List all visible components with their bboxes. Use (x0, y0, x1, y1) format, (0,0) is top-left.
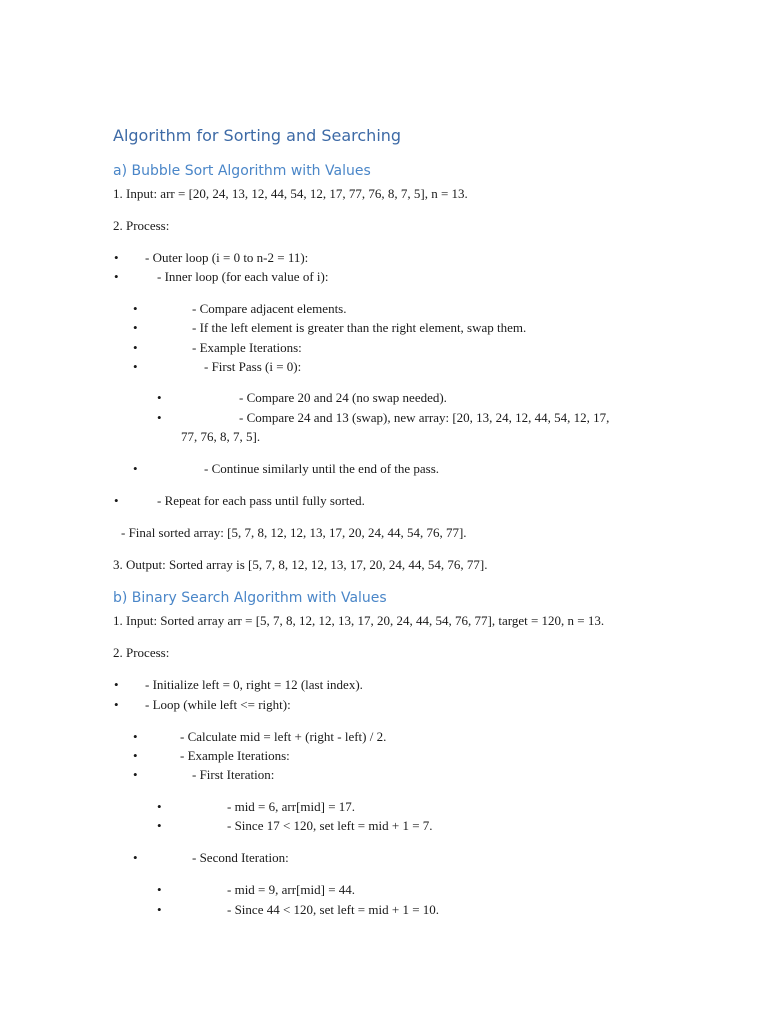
binary-first-mid: - mid = 6, arr[mid] = 17. (227, 799, 356, 814)
binary-second-since: - Since 44 < 120, set left = mid + 1 = 10. (227, 902, 440, 917)
binary-first-iteration: - First Iteration: (192, 767, 275, 782)
bullet-icon: • (157, 882, 162, 897)
bubble-continue: - Continue similarly until the end of the pass. (204, 461, 440, 476)
bullet-icon: • (133, 359, 138, 374)
bubble-first-pass: - First Pass (i = 0): (204, 359, 302, 374)
bullet-icon: • (133, 340, 138, 355)
binary-first-since: - Since 17 < 120, set left = mid + 1 = 7. (227, 818, 433, 833)
bubble-compare-1: - Compare 20 and 24 (no swap needed). (239, 390, 447, 405)
bullet-icon: • (133, 320, 138, 335)
bullet-icon: • (157, 410, 162, 425)
bullet-icon: • (114, 250, 119, 265)
bubble-output: 3. Output: Sorted array is [5, 7, 8, 12, 12, 13, 17, 20, 24, 44, 54, 76, 77]. (113, 557, 488, 572)
bubble-compare: - Compare adjacent elements. (192, 301, 347, 316)
bubble-inner-loop: - Inner loop (for each value of i): (157, 269, 329, 284)
bullet-icon: • (133, 729, 138, 744)
bullet-icon: • (133, 767, 138, 782)
bubble-repeat: - Repeat for each pass until fully sorted. (157, 493, 365, 508)
bullet-icon: • (157, 818, 162, 833)
bullet-icon: • (157, 799, 162, 814)
bubble-process-label: 2. Process: (113, 218, 170, 233)
bullet-icon: • (133, 301, 138, 316)
bubble-compare-2-cont: 77, 76, 8, 7, 5]. (181, 429, 261, 444)
bullet-icon: • (133, 850, 138, 865)
bullet-icon: • (133, 748, 138, 763)
bullet-icon: • (157, 390, 162, 405)
bullet-icon: • (114, 677, 119, 692)
binary-process-label: 2. Process: (113, 645, 170, 660)
binary-calc: - Calculate mid = left + (right - left) / 2. (180, 729, 387, 744)
bullet-icon: • (114, 697, 119, 712)
binary-init: - Initialize left = 0, right = 12 (last index). (145, 677, 363, 692)
bubble-compare-2: - Compare 24 and 13 (swap), new array: [20, 13, 24, 12, 44, 54, 12, 17, (239, 410, 610, 425)
binary-second-mid: - mid = 9, arr[mid] = 44. (227, 882, 356, 897)
binary-input: 1. Input: Sorted array arr = [5, 7, 8, 12, 12, 13, 17, 20, 24, 44, 54, 76, 77], target = 120, n = 13. (113, 613, 605, 628)
document-title: Algorithm for Sorting and Searching (113, 126, 402, 145)
bubble-swap-rule: - If the left element is greater than the right element, swap them. (192, 320, 527, 335)
bullet-icon: • (114, 493, 119, 508)
bubble-example: - Example Iterations: (192, 340, 302, 355)
bubble-input: 1. Input: arr = [20, 24, 13, 12, 44, 54, 12, 17, 77, 76, 8, 7, 5], n = 13. (113, 186, 468, 201)
bubble-outer-loop: - Outer loop (i = 0 to n-2 = 11): (145, 250, 309, 265)
bullet-icon: • (133, 461, 138, 476)
bullet-icon: • (114, 269, 119, 284)
bubble-sort-heading: a) Bubble Sort Algorithm with Values (113, 163, 371, 179)
bubble-final: - Final sorted array: [5, 7, 8, 12, 12, 13, 17, 20, 24, 44, 54, 76, 77]. (121, 525, 467, 540)
binary-loop: - Loop (while left <= right): (145, 697, 291, 712)
bullet-icon: • (157, 902, 162, 917)
binary-second-iteration: - Second Iteration: (192, 850, 289, 865)
binary-example: - Example Iterations: (180, 748, 290, 763)
binary-search-heading: b) Binary Search Algorithm with Values (113, 590, 387, 606)
